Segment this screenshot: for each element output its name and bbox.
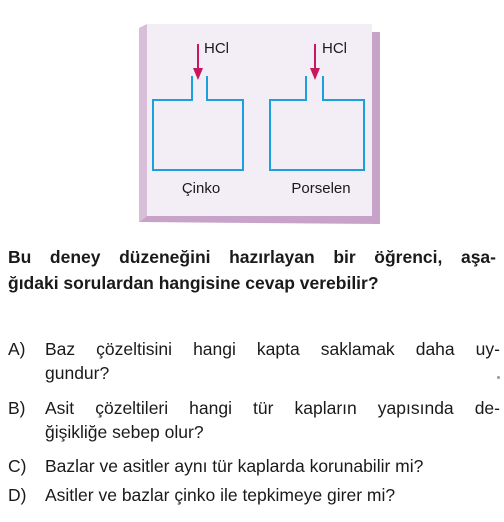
option-d-line-1: Asitler ve bazlar çinko ile tepkimeye girer mi?	[45, 485, 396, 505]
left-material-label: Çinko	[181, 180, 221, 197]
option-d[interactable]	[8, 483, 500, 507]
left-gas-label: HCl	[204, 40, 229, 57]
panel-shadow-bottom	[139, 216, 380, 224]
option-a[interactable]	[8, 337, 500, 385]
option-b-line-2: ğişikliğe sebep olur?	[45, 422, 204, 442]
option-c[interactable]	[8, 454, 500, 478]
question-line-2: ğıdaki sorulardan hangisine cevap verebilir?	[8, 273, 379, 293]
question-text	[8, 244, 496, 296]
option-c-letter: C)	[8, 456, 27, 476]
panel-shadow-left	[139, 24, 147, 222]
option-a-line-2: gundur?	[45, 363, 110, 383]
right-material-label: Porselen	[291, 180, 351, 197]
right-gas-label: HCl	[322, 40, 347, 57]
option-a-letter: A)	[8, 339, 26, 359]
option-a-line-1: Baz çözeltisini hangi kapta saklamak daha uy-	[45, 339, 500, 359]
experiment-figure	[0, 0, 504, 240]
question-line-1: Bu deney düzeneğini hazırlayan bir öğrenci, aşa-	[8, 247, 496, 267]
option-c-line-1: Bazlar ve asitler aynı tür kaplarda korunabilir mi?	[45, 456, 424, 476]
option-b[interactable]	[8, 396, 500, 444]
option-b-line-1: Asit çözeltileri hangi tür kapların yapısında de-	[45, 398, 500, 418]
option-b-letter: B)	[8, 398, 26, 418]
option-d-letter: D)	[8, 485, 27, 505]
margin-dot	[497, 376, 500, 379]
